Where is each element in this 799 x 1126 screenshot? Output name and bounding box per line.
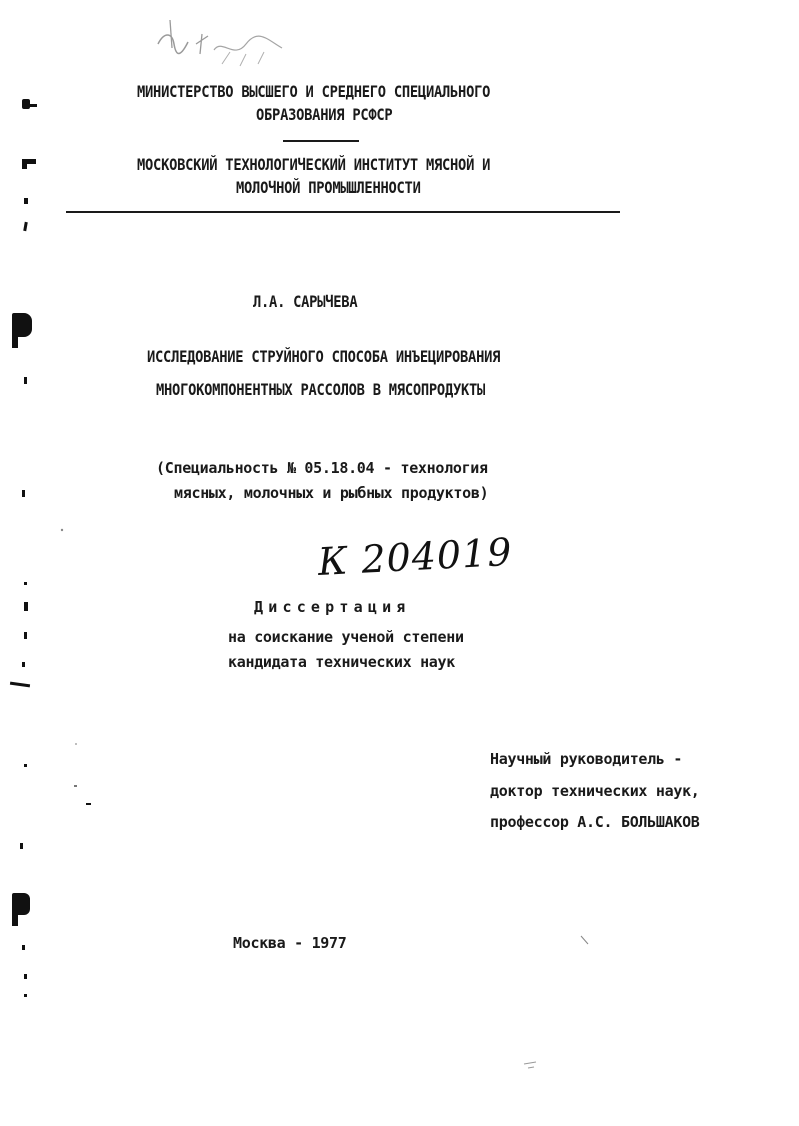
institute-line-1: МОСКОВСКИЙ ТЕХНОЛОГИЧЕСКИЙ ИНСТИТУТ МЯСНОЙ И xyxy=(137,155,491,174)
supervisor-line-3: профессор А.С. БОЛЬШАКОВ xyxy=(490,813,700,831)
title-line-1: ИССЛЕДОВАНИЕ СТРУЙНОГО СПОСОБА ИНЪЕЦИРОВАНИЯ xyxy=(147,347,501,366)
ministry-line-1: МИНИСТЕРСТВО ВЫСШЕГО И СРЕДНЕГО СПЕЦИАЛЬНОГО xyxy=(137,82,491,101)
supervisor-line-1: Научный руководитель - xyxy=(490,750,683,768)
author-name: Л.А. САРЫЧЕВА xyxy=(253,292,358,311)
dissertation-label: Диссертация xyxy=(254,598,411,616)
city-year: Москва - 1977 xyxy=(233,934,347,952)
specialty-line-1: (Специальность № 05.18.04 - технология xyxy=(156,459,488,477)
supervisor-line-2: доктор технических наук, xyxy=(490,782,700,800)
degree-line-2: кандидата технических наук xyxy=(228,653,456,671)
title-line-2: МНОГОКОМПОНЕНТНЫХ РАССОЛОВ В МЯСОПРОДУКТЫ xyxy=(156,380,486,399)
specialty-line-2: мясных, молочных и рыбных продуктов) xyxy=(174,484,489,502)
ministry-line-2: ОБРАЗОВАНИЯ РСФСР xyxy=(256,105,393,124)
handwritten-inventory-number: К 204019 xyxy=(316,529,514,584)
degree-line-1: на соискание ученой степени xyxy=(228,628,464,646)
institute-line-2: МОЛОЧНОЙ ПРОМЫШЛЕННОСТИ xyxy=(236,178,421,197)
